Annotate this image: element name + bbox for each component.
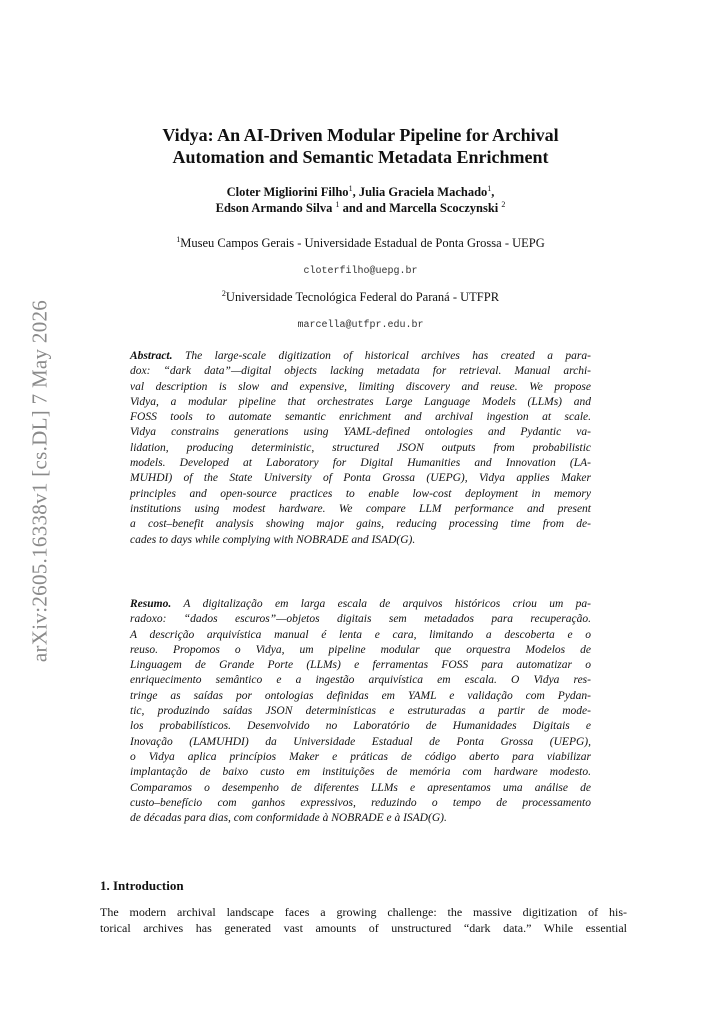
section-heading: 1. Introduction — [100, 878, 184, 893]
affiliation-marker: 1 — [348, 183, 353, 193]
resumo-line: implantação de baixo custo em instituições de memória com hardware modesto. — [130, 766, 591, 779]
abstract-line: lidation, producing deterministic, structured JSON outputs from probabilistic — [130, 441, 591, 454]
abstract-line: Vidya constrains generations using YAML-defined ontologies and Pydantic va- — [130, 426, 591, 439]
author-name: and and Marcella Scoczynski — [339, 201, 502, 215]
author-name: Edson Armando Silva — [215, 201, 336, 215]
author-name: , Julia Graciela Machado — [352, 185, 488, 199]
abstract-line: Vidya, a modular pipeline that orchestrates Large Language Models (LLMs) and — [130, 395, 591, 408]
abstract-english — [130, 349, 591, 548]
abstract-line: cades to days while complying with NOBRADE and ISAD(G). — [130, 533, 416, 546]
abstract-line — [130, 349, 591, 364]
abstract-line: val description is slow and expensive, limiting discovery and reuse. We propose — [130, 380, 591, 393]
body-line: The modern archival landscape faces a growing challenge: the massive digitization of his- — [100, 905, 627, 919]
arxiv-id-text: arXiv:2605.16338v1 [cs.DL] 7 May 2026 — [27, 299, 52, 663]
affiliation-name: Museu Campos Gerais - Universidade Estadual de Ponta Grossa - UEPG — [180, 236, 545, 250]
abstract-line: institutions using modest hardware. We compare LLM performance and present — [130, 502, 591, 515]
affiliation-marker: 1 — [487, 183, 492, 193]
abstract-line: MUHDI) of the State University of Ponta Grossa (UEPG), Vidya applies Maker — [130, 472, 591, 485]
resumo-line: enriquecimento semântico e a ingestão arquivística em escala. O Vidya res- — [130, 674, 591, 687]
affiliation-marker: 2 — [501, 199, 506, 209]
email-2: marcella@utfpr.edu.br — [297, 320, 424, 331]
resumo-line: radoxo: “dados escuros”—objetos digitais sem metadados para recuperação. — [130, 613, 591, 626]
paper-title — [100, 124, 621, 168]
resumo-line: o Vidya aplica princípios Maker e práticas de código aberto para viabilizar — [130, 750, 591, 763]
resumo-line: los probabilísticos. Desenvolvido no Laboratório de Humanidades Digitais e — [130, 720, 591, 733]
resumo-line — [130, 597, 591, 612]
body-line: torical archives has generated vast amounts of unstructured “dark data.” While essential — [100, 921, 627, 935]
resumo-line: A descrição arquivística manual é lenta e cara, limitando a descoberta e o — [130, 628, 591, 641]
abstract-label: Abstract. — [130, 350, 173, 362]
author-separator: , — [491, 185, 495, 199]
title-line: Vidya: An AI-Driven Modular Pipeline for Archival — [162, 125, 559, 145]
abstract-text: The large-scale digitization of historical archives has created a para- — [172, 350, 591, 362]
resumo-text: A digitalização em larga escala de arquivos históricos criou um pa- — [171, 598, 591, 610]
title-line: Automation and Semantic Metadata Enrichment — [172, 147, 549, 167]
resumo-line: reuso. Propomos o Vidya, um pipeline modular que orquestra Modelos de — [130, 643, 591, 656]
resumo-line: Inovação (LAMUHDI) da Universidade Estadual de Ponta Grossa (UEPG), — [130, 735, 591, 748]
abstract-line: models. Developed at Laboratory for Digital Humanities and Innovation (LA- — [130, 457, 591, 470]
author-line — [100, 184, 621, 200]
affiliation-number: 2 — [221, 288, 226, 298]
abstract-line: principles and open-source practices to enable low-cost deployment in memory — [130, 487, 591, 500]
resumo-line: Comparamos o desempenho de diferentes LLMs e apresentamos uma análise de — [130, 781, 591, 794]
affiliation-1 — [100, 236, 621, 251]
affiliation-name: Universidade Tecnológica Federal do Paraná - UTFPR — [225, 290, 500, 304]
resumo-line: tringe as saídas por ontologias definidas em YAML e validação com Pydan- — [130, 689, 591, 702]
resumo-line: Linguagem de Grande Porte (LLMs) e ferramentas FOSS para automatizar o — [130, 659, 591, 672]
affiliation-marker: 1 — [335, 199, 340, 209]
author-line — [100, 200, 621, 216]
abstract-line: dox: “dark data”—digital objects lacking metadata for retrieval. Manual archi- — [130, 365, 591, 378]
resumo-label: Resumo. — [130, 598, 172, 610]
introduction-text — [100, 904, 627, 936]
abstract-portuguese — [130, 597, 591, 826]
resumo-line: tic, produzindo saídas JSON determinísticas e estruturadas a partir de mode- — [130, 705, 591, 718]
affiliation-number: 1 — [176, 234, 181, 244]
abstract-line: a cost–benefit analysis showing major gains, reducing processing time from de- — [130, 518, 591, 531]
abstract-line: FOSS tools to automate semantic enrichment and archival ingestion at scale. — [130, 411, 591, 424]
resumo-line: custo–benefício com ganhos expressivos, reduzindo o tempo de processamento — [130, 796, 591, 809]
resumo-line: de décadas para dias, com conformidade à NOBRADE e à ISAD(G). — [130, 812, 447, 825]
author-name: Cloter Migliorini Filho — [226, 185, 349, 199]
author-list — [100, 184, 621, 216]
affiliation-2 — [100, 290, 621, 305]
arxiv-identifier — [18, 300, 62, 662]
email-1: cloterfilho@uepg.br — [303, 266, 418, 277]
